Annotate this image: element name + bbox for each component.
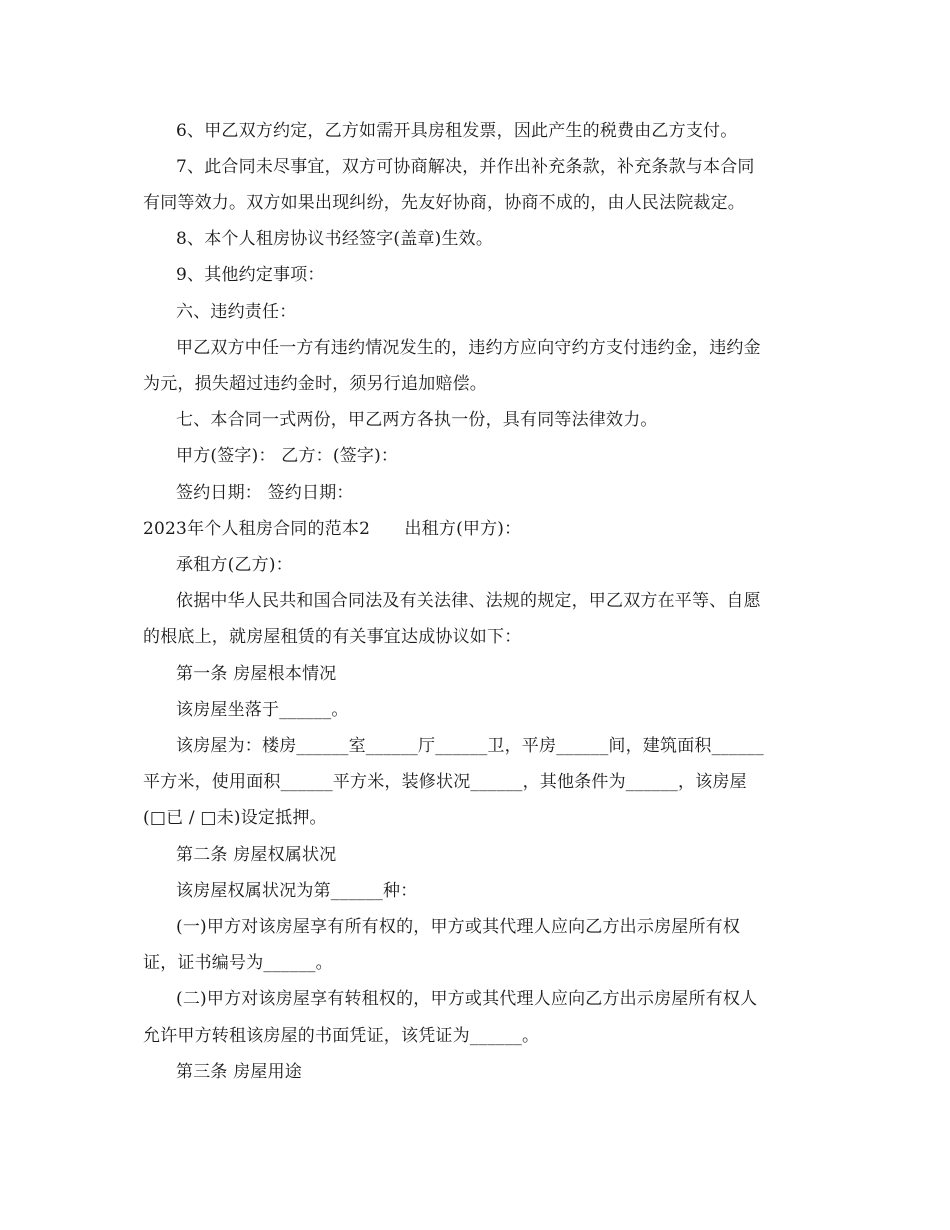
lessee-line: 承租方(乙方)： xyxy=(176,555,293,575)
ownership-item-2-continuation: 允许甲方转租该房屋的书面凭证，该凭证为______。 xyxy=(143,1026,540,1046)
clause-7-continuation: 有同等效力。双方如果出现纠纷，先友好协商，协商不成的，由人民法院裁定。 xyxy=(143,193,745,213)
signature-line: 甲方(签字)： 乙方：(签字)： xyxy=(176,446,399,466)
signing-date-line: 签约日期： 签约日期： xyxy=(176,483,354,503)
section-breach-heading: 六、违约责任： xyxy=(176,302,297,322)
house-layout-line: 该房屋为：楼房______室______厅______卫，平房______间，建筑面积______ xyxy=(176,736,764,756)
breach-paragraph-continuation: 为元，损失超过违约金时，须另行追加赔偿。 xyxy=(143,374,487,394)
section-copies-text: 七、本合同一式两份，甲乙两方各执一份，具有同等法律效力。 xyxy=(176,410,658,430)
clause-6-text: 6、甲乙双方约定，乙方如需开具房租发票，因此产生的税费由乙方支付。 xyxy=(176,121,738,141)
preamble-paragraph: 依据中华人民共和国合同法及有关法律、法规的规定，甲乙双方在平等、自愿 xyxy=(176,591,761,611)
ownership-type-line: 该房屋权属状况为第______种： xyxy=(176,881,418,901)
breach-paragraph: 甲乙双方中任一方有违约情况发生的，违约方应向守约方支付违约金，违约金 xyxy=(176,338,761,358)
clause-7-text: 7、此合同未尽事宜，双方可协商解决，并作出补充条款，补充条款与本合同 xyxy=(176,157,755,177)
preamble-continuation: 的根底上，就房屋租赁的有关事宜达成协议如下： xyxy=(143,627,522,647)
article-1-heading: 第一条 房屋根本情况 xyxy=(176,664,337,684)
house-area-line: 平方米，使用面积______平方米，装修状况______，其他条件为______，该房屋 xyxy=(143,772,747,792)
article-2-heading: 第二条 房屋权属状况 xyxy=(176,845,337,865)
mortgage-status-line: (□已 / □未)设定抵押。 xyxy=(143,808,327,828)
article-3-heading: 第三条 房屋用途 xyxy=(176,1062,303,1082)
clause-8-text: 8、本个人租房协议书经签字(盖章)生效。 xyxy=(176,229,494,249)
clause-9-text: 9、其他约定事项： xyxy=(176,265,325,285)
house-location-line: 该房屋坐落于______。 xyxy=(176,700,349,720)
ownership-item-1-continuation: 证，证书编号为______。 xyxy=(143,953,333,973)
ownership-item-1: (一)甲方对该房屋享有所有权的，甲方或其代理人应向乙方出示房屋所有权 xyxy=(176,917,741,937)
ownership-item-2: (二)甲方对该房屋享有转租权的，甲方或其代理人应向乙方出示房屋所有权人 xyxy=(176,989,758,1009)
contract-title-line: 2023年个人租房合同的范本2 出租方(甲方)： xyxy=(143,519,522,539)
